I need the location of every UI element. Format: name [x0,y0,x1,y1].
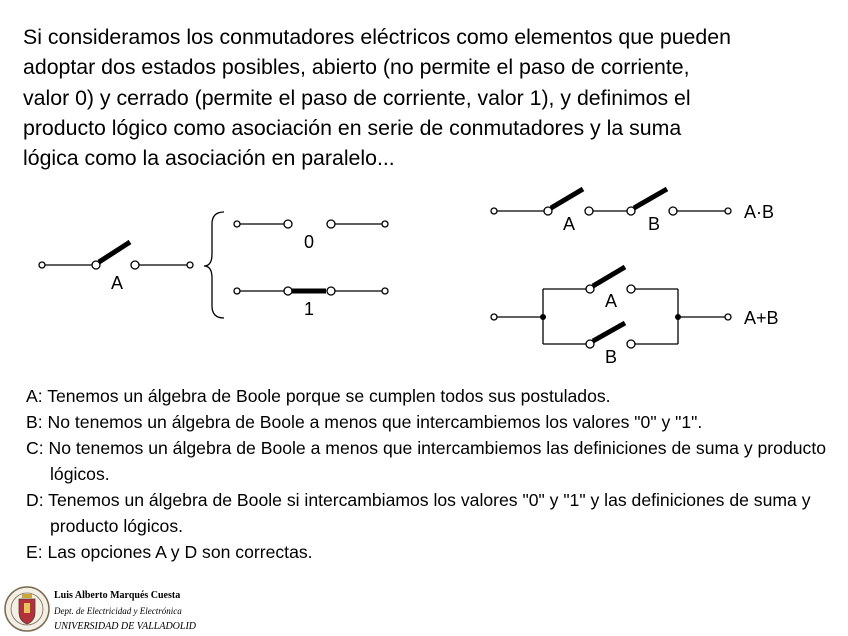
option-d: D: Tenemos un álgebra de Boole si intercambiamos los valores "0" y "1" y las definiciones de suma y producto lógicos. [26,490,811,536]
series-output-label: A·B [744,202,775,222]
author-name: Luis Alberto Marqués Cuesta [54,590,181,601]
question-text [23,22,811,173]
parallel-switch-b-label: B [604,347,618,367]
intro-line: lógica como la asociación en paralelo... [23,146,395,171]
series-switch-a-label: A [562,214,576,234]
parallel-output-label: A+B [744,308,779,328]
option-e: E: Las opciones A y D son correctas. [26,542,313,562]
university-name: UNIVERSIDAD DE VALLADOLID [54,621,197,632]
series-switch-b-label: B [647,214,661,234]
option-a: A: Tenemos un álgebra de Boole porque se cumplen todos sus postulados. [26,386,611,406]
department-name: Dept. de Electricidad y Electrónica [54,606,182,616]
option-c: C: No tenemos un álgebra de Boole a menos que intercambiemos las definiciones de suma y producto lógicos. [26,438,826,484]
university-seal-icon [3,585,51,633]
switch-a-label: A [110,273,124,293]
open-state-label: 0 [303,232,315,252]
option-b: B: No tenemos un álgebra de Boole a menos que intercambiemos los valores "0" y "1". [26,412,703,432]
intro-line: producto lógico como asociación en serie de conmutadores y la suma [23,115,682,140]
author-footer [3,585,203,635]
intro-line: valor 0) y cerrado (permite el paso de corriente, valor 1), y definimos el [23,85,691,110]
answer-options [26,383,826,565]
parallel-switch-a-label: A [604,291,618,311]
intro-line: Si consideramos los conmutadores eléctricos como elementos que pueden [23,25,731,49]
switch-diagram [0,180,848,380]
intro-line: adoptar dos estados posibles, abierto (no permite el paso de corriente, [23,55,690,80]
closed-state-label: 1 [303,299,315,319]
